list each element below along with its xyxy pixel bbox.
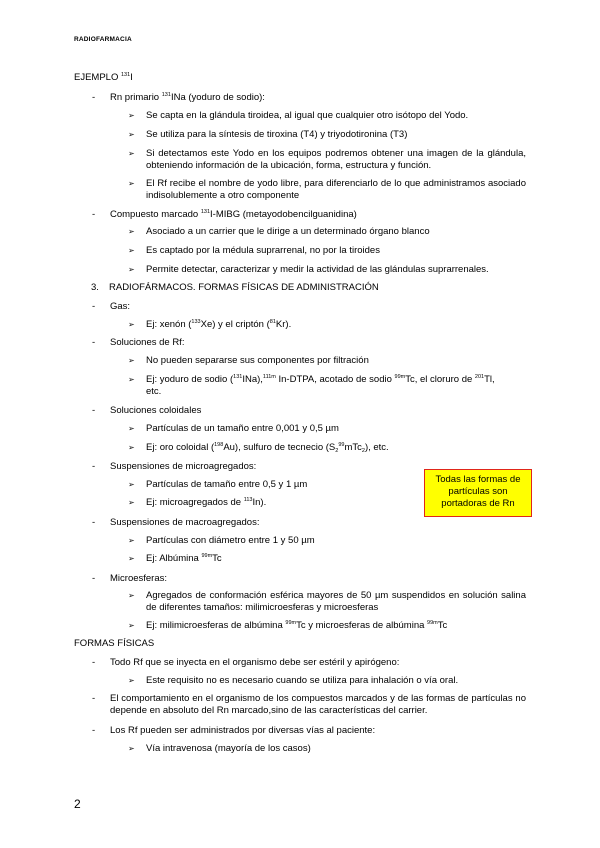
colloidal-label: Soluciones coloidales	[110, 405, 202, 416]
list-item: Todo Rf que se inyecta en el organismo debe ser estéril y apirógeno:	[110, 657, 400, 668]
list-item: El comportamiento en el organismo de los compuestos marcados y de las formas de partículas no depende en absoluto del Rn marcado,sino de las características del carrier.	[110, 693, 526, 716]
section-title: RADIOFÁRMACOS. FORMAS FÍSICAS DE ADMINISTRACIÓN	[109, 282, 379, 293]
list-item: Ej: xenón ($^{133}$Xe) y el criptón ($^{81}$Kr).	[146, 319, 292, 330]
arrow-icon: ➢	[128, 149, 135, 158]
arrow-icon: ➢	[128, 356, 135, 365]
bullet-dash: -	[92, 461, 96, 472]
list-item: Ej: yoduro de sodio ($^{131}$INa),$^{111m}$ In-DTPA, acotado de sodio $^{99m}$Tc, el cloruro de $^{201}$Tl,	[146, 374, 495, 385]
list-item: No pueden separarse sus componentes por filtración	[146, 355, 369, 366]
bullet-dash: -	[92, 209, 96, 220]
list-item: Es captado por la médula suprarrenal, no por la tiroides	[146, 245, 380, 256]
rn-primary-line: Rn primario $^{131}$INa (yoduro de sodio):	[110, 92, 265, 103]
highlight-note	[424, 469, 532, 517]
arrow-icon: ➢	[128, 676, 135, 685]
list-item: Permite detectar, caracterizar y medir la actividad de las glándulas suprarrenales.	[146, 264, 489, 275]
list-item: Partículas con diámetro entre 1 y 50 µm	[146, 535, 315, 546]
arrow-icon: ➢	[128, 443, 135, 452]
bullet-dash: -	[92, 693, 96, 704]
list-item: Ej: oro coloidal ($^{198}$Au), sulfuro de tecnecio $(S_2^{99}mTc_2)$, etc.	[146, 442, 389, 454]
bullet-dash: -	[92, 517, 96, 528]
list-item-continuation: etc.	[146, 386, 162, 397]
list-item: Vía intravenosa (mayoría de los casos)	[146, 743, 311, 754]
arrow-icon: ➢	[128, 265, 135, 274]
arrow-icon: ➢	[128, 320, 135, 329]
list-item: Se utiliza para la síntesis de tiroxina (T4) y triyodotironina (T3)	[146, 129, 408, 140]
list-item: Los Rf pueden ser administrados por diversas vías al paciente:	[110, 725, 376, 736]
arrow-icon: ➢	[128, 554, 135, 563]
note-line: Todas las formas de	[435, 474, 521, 485]
microaggregates-label: Suspensiones de microagregados:	[110, 461, 257, 472]
list-item: Se capta en la glándula tiroidea, al igual que cualquier otro isótopo del Yodo.	[146, 110, 469, 121]
list-item: Si detectamos este Yodo en los equipos podremos obtener una imagen de la glándula, obteniendo información de la ubicación, forma, estructura y función.	[146, 148, 526, 171]
bullet-dash: -	[92, 725, 96, 736]
list-item: Asociado a un carrier que le dirige a un determinado órgano blanco	[146, 226, 430, 237]
example-heading: EJEMPLO $^{131}$I	[74, 72, 133, 83]
macroaggregates-label: Suspensiones de macroagregados:	[110, 517, 260, 528]
arrow-icon: ➢	[128, 536, 135, 545]
arrow-icon: ➢	[128, 424, 135, 433]
bullet-dash: -	[92, 573, 96, 584]
list-item: Partículas de tamaño entre 0,5 y 1 µm	[146, 479, 308, 490]
arrow-icon: ➢	[128, 480, 135, 489]
bullet-dash: -	[92, 405, 96, 416]
arrow-icon: ➢	[128, 621, 135, 630]
list-item: Partículas de un tamaño entre 0,001 y 0,5 µm	[146, 423, 339, 434]
microspheres-label: Microesferas:	[110, 573, 168, 584]
list-item: El Rf recibe el nombre de yodo libre, para diferenciarlo de lo que administramos asociado indisolublemente a otro componente	[146, 178, 526, 201]
arrow-icon: ➢	[128, 246, 135, 255]
physical-forms-heading: FORMAS FÍSICAS	[74, 638, 155, 649]
section-number: 3.	[91, 282, 99, 293]
bullet-dash: -	[92, 337, 96, 348]
arrow-icon: ➢	[128, 375, 135, 384]
list-item: Agregados de conformación esférica mayores de 50 µm suspendidos en solución salina de diferentes tamaños: milimicroesferas y microesferas	[146, 590, 526, 613]
arrow-icon: ➢	[128, 744, 135, 753]
list-item: Ej: milimicroesferas de albúmina $^{99m}$Tc y microesferas de albúmina $^{99m}$Tc	[146, 620, 448, 631]
bullet-dash: -	[92, 301, 96, 312]
bullet-dash: -	[92, 92, 96, 103]
arrow-icon: ➢	[128, 130, 135, 139]
arrow-icon: ➢	[128, 179, 135, 188]
note-line: portadoras de Rn	[441, 498, 515, 509]
list-item: Ej: Albúmina $^{99m}$Tc	[146, 553, 222, 564]
arrow-icon: ➢	[128, 498, 135, 507]
arrow-icon: ➢	[128, 591, 135, 600]
solutions-label: Soluciones de Rf:	[110, 337, 185, 348]
list-item: Ej: microagregados de $^{113}$In).	[146, 497, 267, 508]
arrow-icon: ➢	[128, 111, 135, 120]
gas-label: Gas:	[110, 301, 131, 312]
note-line: partículas son	[448, 486, 508, 497]
running-header: RADIOFARMACIA	[74, 36, 132, 43]
bullet-dash: -	[92, 657, 96, 668]
compound-line: Compuesto marcado $^{131}$I-MIBG (metayodobencilguanidina)	[110, 209, 357, 220]
arrow-icon: ➢	[128, 227, 135, 236]
list-item: Este requisito no es necesario cuando se utiliza para inhalación o vía oral.	[146, 675, 459, 686]
page-number: 2	[74, 797, 81, 811]
